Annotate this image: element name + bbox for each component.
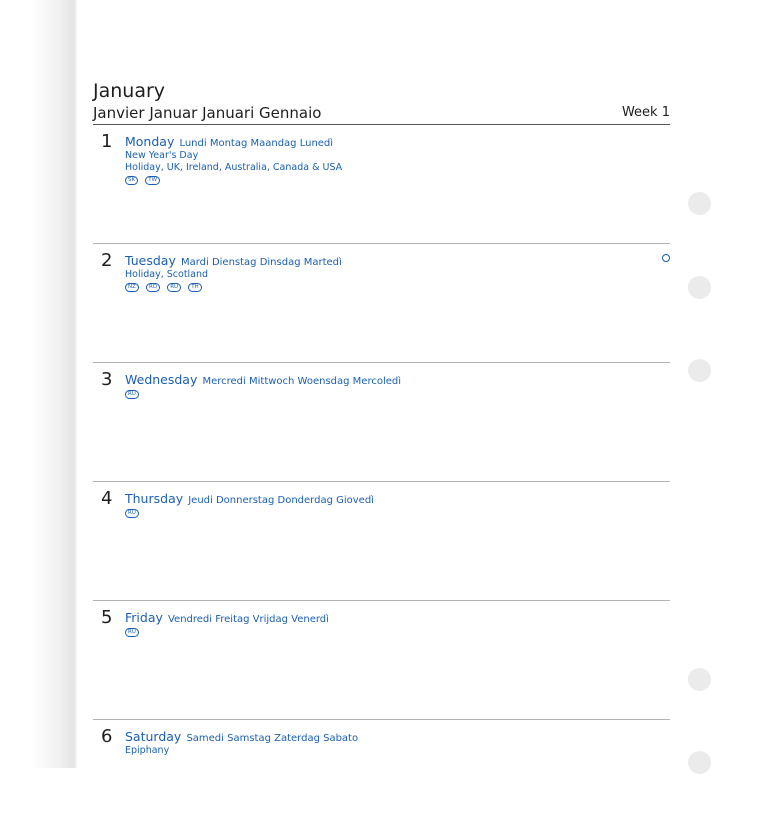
page-header bbox=[93, 80, 670, 124]
punch-hole bbox=[688, 192, 711, 215]
day-number: 1 bbox=[101, 131, 113, 152]
country-badges bbox=[125, 283, 342, 293]
day-content bbox=[125, 369, 401, 400]
day-note: Epiphany bbox=[125, 745, 170, 756]
day-translations: Mercredi Mittwoch Woensdag Mercoledì bbox=[202, 376, 402, 387]
country-badge: RO bbox=[146, 283, 160, 292]
day-heading bbox=[125, 369, 401, 388]
day-translations: Mardi Dienstag Dinsdag Martedì bbox=[180, 257, 342, 268]
country-badges bbox=[125, 628, 329, 638]
month-translations: Janvier Januar Januari Gennaio bbox=[93, 104, 322, 122]
day-note: Holiday, Scotland bbox=[125, 269, 209, 280]
day-translations: Vendredi Freitag Vrijdag Venerdì bbox=[167, 614, 329, 625]
day-name: Thursday bbox=[125, 491, 184, 506]
day-heading bbox=[125, 250, 342, 269]
day-name: Wednesday bbox=[125, 372, 198, 387]
punch-hole bbox=[688, 359, 711, 382]
day-heading bbox=[125, 607, 329, 626]
day-heading bbox=[125, 131, 342, 150]
page-binding-shadow bbox=[0, 0, 78, 797]
punch-hole bbox=[688, 751, 711, 774]
punch-hole bbox=[688, 668, 711, 691]
day-name: Friday bbox=[125, 610, 163, 625]
day-number: 4 bbox=[101, 488, 113, 509]
day-block bbox=[93, 244, 670, 363]
day-translations: Lundi Montag Maandag Lunedì bbox=[179, 138, 334, 149]
new-moon-icon bbox=[662, 254, 670, 262]
month-subrow bbox=[93, 102, 670, 124]
country-badge: RU bbox=[167, 283, 181, 292]
day-heading bbox=[125, 488, 374, 507]
day-block bbox=[93, 363, 670, 482]
country-badge: SK bbox=[125, 176, 138, 185]
day-content bbox=[125, 131, 342, 186]
country-badge: RU bbox=[125, 628, 139, 637]
day-name: Monday bbox=[125, 134, 175, 149]
day-translations: Jeudi Donnerstag Donderdag Giovedì bbox=[188, 495, 374, 506]
day-content bbox=[125, 250, 342, 293]
day-name: Saturday bbox=[125, 729, 182, 744]
day-number: 5 bbox=[101, 607, 113, 628]
day-name: Tuesday bbox=[125, 253, 176, 268]
day-content bbox=[125, 726, 358, 757]
page-bottom-edge bbox=[0, 768, 760, 797]
country-badge: TH bbox=[188, 283, 202, 292]
day-number: 6 bbox=[101, 726, 113, 747]
week-label: Week 1 bbox=[621, 105, 670, 120]
country-badge: RU bbox=[125, 390, 139, 399]
punch-hole bbox=[688, 276, 711, 299]
country-badges bbox=[125, 390, 401, 400]
day-number: 2 bbox=[101, 250, 113, 271]
day-block bbox=[93, 125, 670, 244]
month-title: January bbox=[93, 80, 166, 102]
day-translations: Samedi Samstag Zaterdag Sabato bbox=[186, 733, 359, 744]
day-content bbox=[125, 607, 329, 638]
day-block bbox=[93, 601, 670, 720]
country-badge: RU bbox=[125, 509, 139, 518]
country-badge: TW bbox=[145, 176, 160, 185]
country-badges bbox=[125, 176, 342, 186]
day-number: 3 bbox=[101, 369, 113, 390]
country-badges bbox=[125, 509, 374, 519]
day-note: New Year's Day bbox=[125, 150, 199, 161]
day-block bbox=[93, 482, 670, 601]
day-note: Holiday, UK, Ireland, Australia, Canada & USA bbox=[125, 162, 343, 173]
country-badge: NZ bbox=[125, 283, 139, 292]
day-content bbox=[125, 488, 374, 519]
day-heading bbox=[125, 726, 358, 745]
